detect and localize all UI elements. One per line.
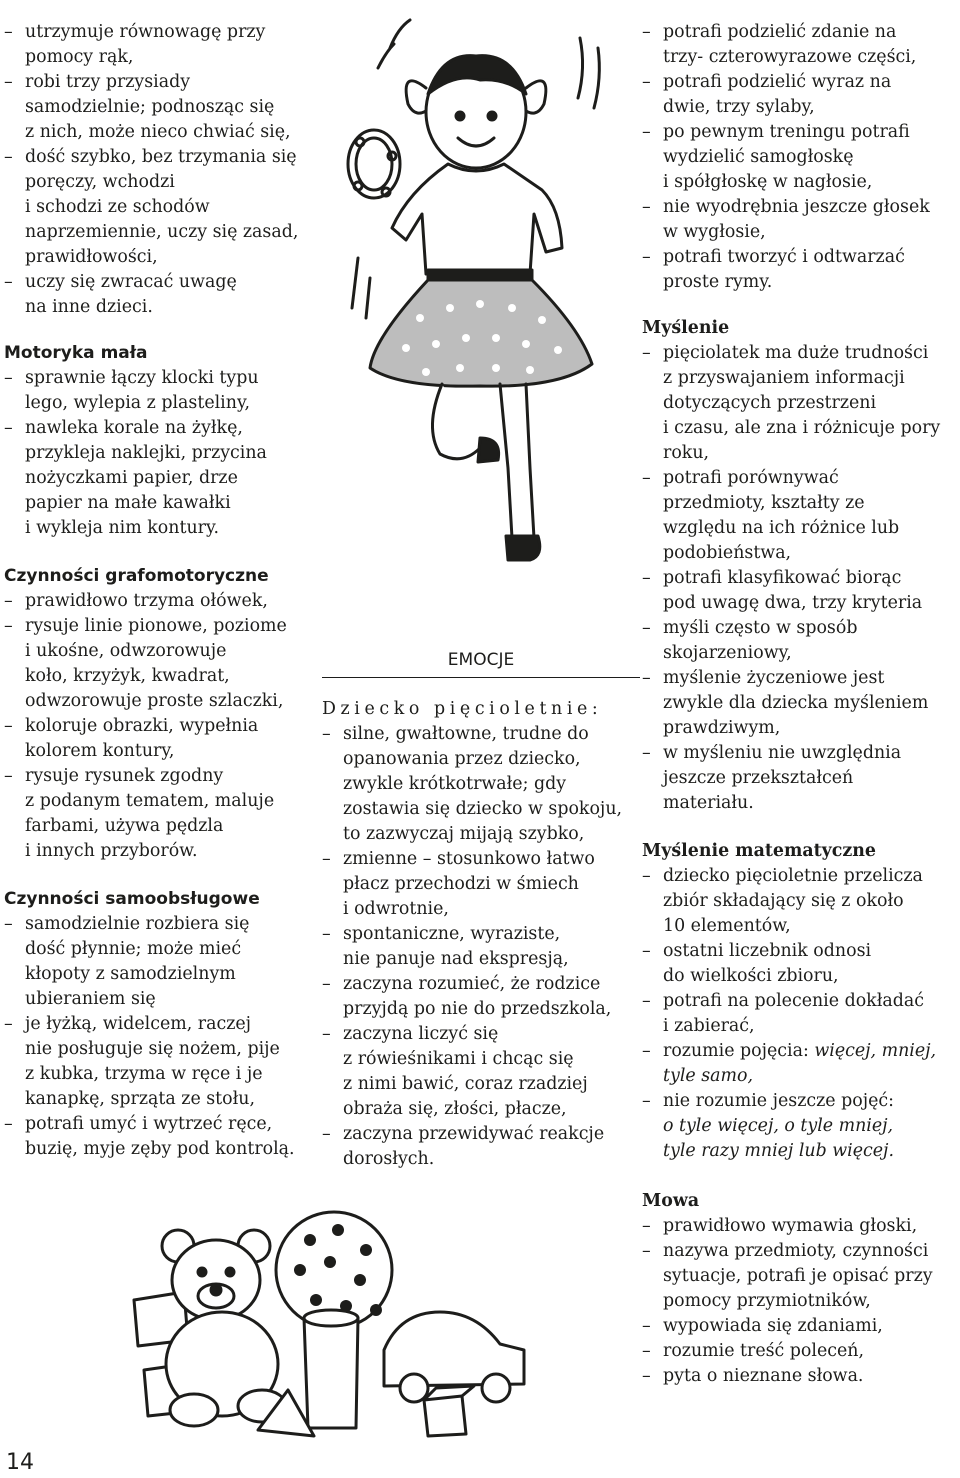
list-item-text: odwzorowuje proste szlaczki, [25,691,284,711]
list-item-text: z nimi bawić, coraz rzadziej [343,1074,588,1094]
list-item-text: nie panuje nad ekspresją, [343,949,569,969]
heading-motoryka-mala: Motoryka mała [4,343,148,363]
list-dash: – [642,568,651,588]
list-item [4,814,320,839]
list-item [322,922,640,947]
list-item [4,120,320,145]
list-item-text: z rówieśnikami i chcąc się [343,1049,574,1069]
list-item-text: podobieństwa, [663,543,792,563]
list-item-text: nie posługuje się nożem, pije [25,1039,280,1059]
list-item-text: potrafi klasyfikować biorąc [663,568,902,588]
list-item [4,70,320,95]
list-item [322,1022,640,1047]
list-item-text: i ukośne, odwzorowuje [25,641,227,661]
list-item [642,45,958,70]
myslenie-list [642,341,958,816]
list-dash: – [4,272,13,292]
list-item-text: dwie, trzy sylaby, [663,97,815,117]
list-item-text: dorosłych. [343,1149,435,1169]
list-dash: – [642,668,651,688]
list-dash: – [642,1091,651,1111]
list-item-text: je łyżką, widelcem, raczej [25,1014,252,1034]
list-item-text: dość płynnie; może mieć [25,939,242,959]
list-item-text: dotyczących przestrzeni [663,393,877,413]
list-item-text: wypowiada się zdaniami, [663,1316,883,1336]
list-item [642,914,958,939]
list-dash: – [642,743,651,763]
list-item-text: prawidłowo trzyma ołówek, [25,591,268,611]
list-item [642,541,958,566]
list-item-text: silne, gwałtowne, trudne do [343,724,589,744]
list-item [642,591,958,616]
list-item [642,1214,958,1239]
list-item-text: pod uwagę dwa, trzy kryteria [663,593,923,613]
emocje-heading: EMOCJE [447,650,515,670]
list-item [642,864,958,889]
list-item [4,1112,320,1137]
list-dash: – [642,122,651,142]
nie-rozumie-text: nie rozumie jeszcze pojęć: [663,1091,894,1111]
list-item-text: przyjdą po nie do przedszkola, [343,999,612,1019]
list-item [4,912,320,937]
list-item-text: pomocy rąk, [25,47,134,67]
list-dash: – [642,72,651,92]
heading-myslenie: Myślenie [642,318,730,338]
list-item-text: kolorem kontury, [25,741,175,761]
list-dash: – [4,1014,13,1034]
list-item [322,772,640,797]
list-item-text: trzy- czterowyrazowe części, [663,47,917,67]
list-item-pojecia [642,1039,958,1064]
list-dash: – [322,924,331,944]
list-item [4,962,320,987]
list-item-text: zaczyna liczyć się [343,1024,499,1044]
list-item [4,1062,320,1087]
list-item-text: wydzielić samogłoskę [663,147,854,167]
list-item [642,195,958,220]
emocje-subheading: Dziecko pięcioletnie: [322,699,603,719]
list-dash: – [642,197,651,217]
list-dash: – [4,914,13,934]
list-item-text: samodzielnie; podnosząc się [25,97,275,117]
list-dash: – [4,716,13,736]
list-item [4,145,320,170]
list-item [642,95,958,120]
list-item-text: z kubka, trzyma w ręce i je [25,1064,263,1084]
list-item-text: do wielkości zbioru, [663,966,839,986]
list-item-text: i czasu, ale zna i różnicuje pory [663,418,941,438]
list-dash: – [4,368,13,388]
list-item-text: sprawnie łączy klocki typu [25,368,259,388]
list-item-text: myślenie życzeniowe jest [663,668,885,688]
list-dash: – [4,616,13,636]
list-item [642,391,958,416]
list-item [642,120,958,145]
list-item [642,1314,958,1339]
list-item [642,566,958,591]
list-item-pojecia-italic-2: o tyle więcej, o tyle mniej, [663,1116,894,1136]
list-item [322,747,640,772]
list-item [4,639,320,664]
list-item-text: uczy się zwracać uwagę [25,272,237,292]
matematyczne-list [642,864,958,1039]
list-dash: – [4,1114,13,1134]
list-item [642,1364,958,1389]
grafomotoryczne-list [4,589,320,864]
list-item [4,664,320,689]
list-item-text: nie wyodrębnia jeszcze głosek [663,197,930,217]
list-item-text: jeszcze przekształceń [663,768,854,788]
list-item-text: i zabierać, [663,1016,755,1036]
list-item-text: zwykle krótkotrwałe; gdy [343,774,567,794]
right-column [642,20,958,1389]
list-item [4,270,320,295]
list-item-text: pięciolatek ma duże trudności [663,343,929,363]
list-dash: – [322,849,331,869]
list-item-text: w myśleniu nie uwzględnia [663,743,902,763]
list-item [4,689,320,714]
list-item [642,245,958,270]
list-item [322,822,640,847]
list-item [642,466,958,491]
list-dash: – [642,1241,651,1261]
list-item [4,45,320,70]
list-item-text: myśli często w sposób [663,618,858,638]
list-item [642,766,958,791]
list-item [4,987,320,1012]
list-item-text: pyta o nieznane słowa. [663,1366,864,1386]
list-item-text: potrafi tworzyć i odtwarzać [663,247,905,267]
list-item-text: przedmioty, kształty ze [663,493,865,513]
list-item [4,789,320,814]
list-dash: – [4,147,13,167]
list-item-text: i wykleja nim kontury. [25,518,220,538]
list-item [4,589,320,614]
list-item-text: z podanym tematem, maluje [25,791,275,811]
list-dash: – [642,1316,651,1336]
list-item-text: w wygłosie, [663,222,766,242]
list-item [642,741,958,766]
dancing-girl-illustration [330,8,630,586]
list-item [4,1012,320,1037]
list-item [642,666,958,691]
list-item [4,366,320,391]
list-item [642,691,958,716]
list-item-text: rozumie treść poleceń, [663,1341,865,1361]
list-item-text: z przyswajaniem informacji [663,368,905,388]
list-item [642,270,958,295]
list-item [642,341,958,366]
list-item-nie-rozumie [642,1089,958,1114]
list-item-text: papier na małe kawałki [25,493,231,513]
heading-czynnosci-grafomotoryczne: Czynności grafomotoryczne [4,566,269,586]
list-item [4,839,320,864]
list-item-text: po pewnym treningu potrafi [663,122,910,142]
list-dash: – [322,1024,331,1044]
motoryka-list [4,366,320,541]
list-item-text: samodzielnie rozbiera się [25,914,250,934]
list-item [4,416,320,441]
list-item-text: ubieraniem się [25,989,156,1009]
list-item-text: zmienne – stosunkowo łatwo [343,849,595,869]
list-dash: – [642,941,651,961]
list-item [4,764,320,789]
list-item-text: potrafi podzielić wyraz na [663,72,892,92]
left-intro-list [4,20,320,320]
list-dash: – [322,724,331,744]
list-item [642,366,958,391]
list-item [642,1239,958,1264]
list-item [322,997,640,1022]
list-item-text: zbiór składający się z około [663,891,904,911]
list-item-text: rysuje linie pionowe, poziome [25,616,287,636]
list-item-text: naprzemiennie, uczy się zasad, [25,222,299,242]
list-item-text: utrzymuje równowagę przy [25,22,266,42]
list-item-text: zaczyna przewidywać reakcje [343,1124,605,1144]
list-item-text: koło, krzyżyk, kwadrat, [25,666,230,686]
list-item-text: nazywa przedmioty, czynności [663,1241,929,1261]
list-dash: – [642,618,651,638]
list-item [4,1137,320,1162]
list-item [642,641,958,666]
list-dash: – [4,72,13,92]
list-item-text: opanowania przez dziecko, [343,749,581,769]
list-dash: – [642,247,651,267]
list-item-text: roku, [663,443,710,463]
list-item-text: potrafi podzielić zdanie na [663,22,897,42]
list-item [4,195,320,220]
middle-column [322,697,640,1172]
left-column [4,20,320,1162]
list-item [4,295,320,320]
list-dash: – [642,1216,651,1236]
list-item [642,491,958,516]
list-item-text: prawidłowości, [25,247,158,267]
mowa-list [642,1214,958,1389]
list-item [642,145,958,170]
list-item-text: i odwrotnie, [343,899,449,919]
right-intro-list [642,20,958,295]
list-item [322,1047,640,1072]
list-dash: – [4,591,13,611]
list-item [4,937,320,962]
list-dash: – [322,974,331,994]
list-item-text: proste rymy. [663,272,773,292]
list-item-text: skojarzeniowy, [663,643,792,663]
pojecia-italic-1: więcej, mniej, [814,1041,937,1061]
list-item [322,897,640,922]
list-dash: – [642,343,651,363]
list-item-text: materiału. [663,793,754,813]
list-item [322,947,640,972]
list-item-text: dość szybko, bez trzymania się [25,147,297,167]
list-item [642,616,958,641]
list-item-text: ostatni liczebnik odnosi [663,941,872,961]
list-item-text: i spółgłoskę w nagłosie, [663,172,873,192]
list-item-text: i schodzi ze schodów [25,197,210,217]
list-item-text: poręczy, wchodzi [25,172,175,192]
list-item-pojecia-italic-3: tyle razy mniej lub więcej. [663,1141,894,1161]
list-item [322,972,640,997]
list-item [322,872,640,897]
list-item [4,614,320,639]
list-item [642,441,958,466]
list-item [642,416,958,441]
heading-mowa: Mowa [642,1191,700,1211]
list-item-text: na inne dzieci. [25,297,153,317]
list-item-text: lego, wylepia z plasteliny, [25,393,250,413]
list-item [4,245,320,270]
list-item-pojecia-cont: tyle samo, [663,1066,753,1086]
list-item [642,889,958,914]
list-dash: – [642,1341,651,1361]
list-item [322,847,640,872]
list-item-text: i innych przyborów. [25,841,198,861]
list-item-text: obraża się, złości, płacze, [343,1099,567,1119]
list-item-text: zaczyna rozumieć, że rodzice [343,974,601,994]
list-item [4,391,320,416]
list-item [322,1147,640,1172]
list-item [4,714,320,739]
list-item [4,1037,320,1062]
list-item-text: potrafi porównywać [663,468,839,488]
list-item-text: potrafi umyć i wytrzeć ręce, [25,1114,273,1134]
list-item-text: nawleka korale na żyłkę, [25,418,243,438]
list-item-text: to zazwyczaj mijają szybko, [343,824,585,844]
list-item [4,739,320,764]
emocje-list [322,722,640,1172]
toys-illustration [104,1200,544,1438]
list-item [642,70,958,95]
list-item [642,516,958,541]
list-item [642,989,958,1014]
list-item [642,791,958,816]
emocje-rule [322,677,640,678]
list-item [642,20,958,45]
heading-myslenie-matematyczne: Myślenie matematyczne [642,841,876,861]
list-dash: – [642,468,651,488]
list-item [4,491,320,516]
list-item [4,220,320,245]
list-item [4,20,320,45]
list-item [642,939,958,964]
list-item [322,1097,640,1122]
list-dash: – [642,1366,651,1386]
list-item-text: sytuacje, potrafi je opisać przy [663,1266,933,1286]
list-item [322,722,640,747]
list-item-text: prawidłowo wymawia głoski, [663,1216,918,1236]
list-item-text: pomocy przymiotników, [663,1291,871,1311]
list-dash: – [4,22,13,42]
list-item-text: 10 elementów, [663,916,791,936]
list-item-text: robi trzy przysiady [25,72,191,92]
list-item [322,1072,640,1097]
list-item [322,1122,640,1147]
list-item-text: względu na ich różnice lub [663,518,900,538]
samoobslugowe-list [4,912,320,1162]
heading-czynnosci-samoobslugowe: Czynności samoobsługowe [4,889,260,909]
list-dash: – [642,22,651,42]
pojecia-prefix: rozumie pojęcia: [663,1041,815,1061]
list-item [4,1087,320,1112]
list-item [4,170,320,195]
list-item [4,95,320,120]
list-item [4,516,320,541]
list-item-text: rysuje rysunek zgodny [25,766,224,786]
list-item-text: buzię, myje zęby pod kontrolą. [25,1139,295,1159]
list-item-text: farbami, używa pędzla [25,816,224,836]
list-dash: – [4,766,13,786]
list-item [642,1339,958,1364]
list-item-text: przykleja naklejki, przycina [25,443,267,463]
list-dash: – [322,1124,331,1144]
list-item-text: kanapkę, sprząta ze stołu, [25,1089,256,1109]
list-item-text: dziecko pięcioletnie przelicza [663,866,923,886]
list-dash: – [642,991,651,1011]
list-item-text: potrafi na polecenie dokładać [663,991,924,1011]
list-item [4,441,320,466]
list-item [4,466,320,491]
list-item [642,1264,958,1289]
list-item [642,1289,958,1314]
list-dash: – [4,418,13,438]
list-item-text: koloruje obrazki, wypełnia [25,716,259,736]
list-item-text: prawdziwym, [663,718,781,738]
list-item [642,170,958,195]
list-item [642,716,958,741]
list-item [642,1014,958,1039]
list-dash: – [642,1041,651,1061]
list-item-text: z nich, może nieco chwiać się, [25,122,291,142]
list-item-text: płacz przechodzi w śmiech [343,874,579,894]
list-item [642,220,958,245]
list-dash: – [642,866,651,886]
list-item-text: spontaniczne, wyraziste, [343,924,561,944]
page-number: 14 [6,1450,34,1475]
list-item [642,964,958,989]
list-item-text: zwykle dla dziecka myśleniem [663,693,929,713]
list-item-text: zostawia się dziecko w spokoju, [343,799,623,819]
list-item-text: nożyczkami papier, drze [25,468,238,488]
list-item [322,797,640,822]
list-item-text: kłopoty z samodzielnym [25,964,236,984]
